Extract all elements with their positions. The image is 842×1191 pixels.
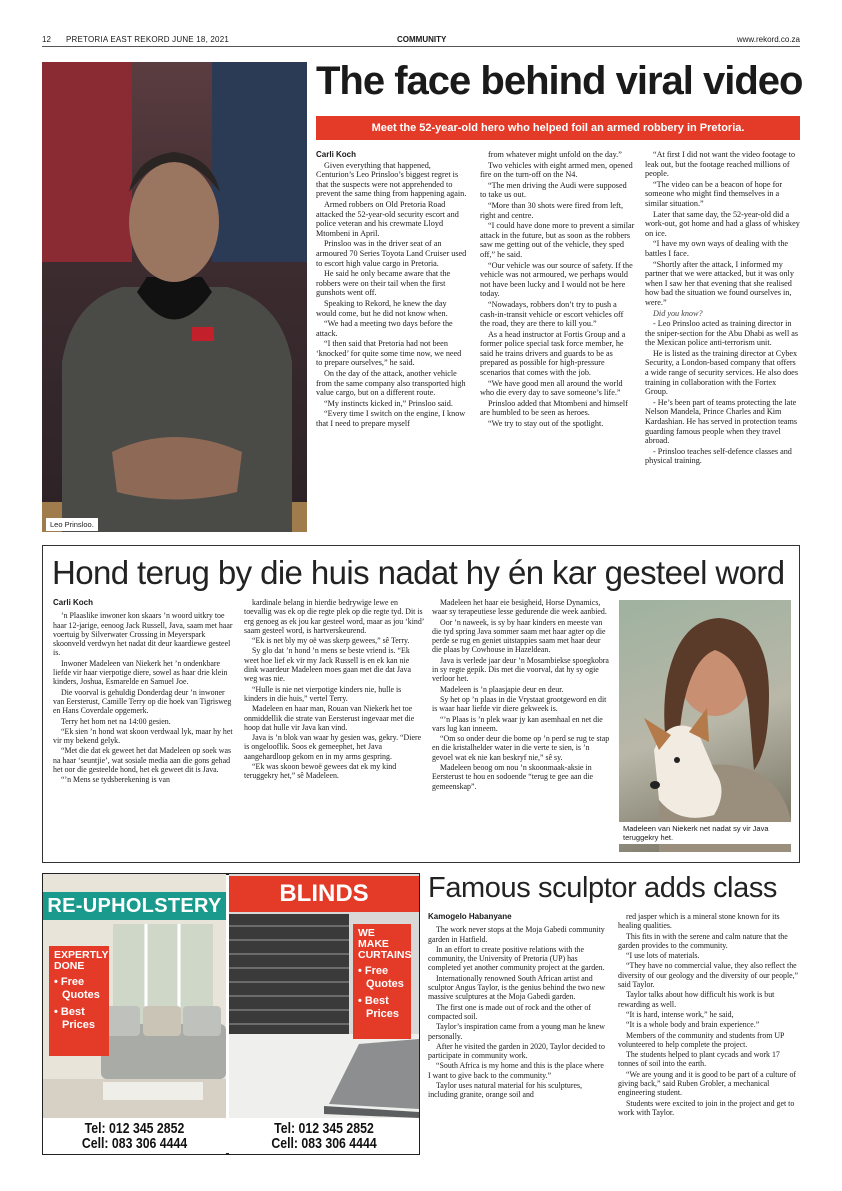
paragraph: “At first I did not want the video footage to leak out, but the footage reached millions of people.: [645, 150, 796, 179]
paragraph: “We have good men all around the world who die every day to save someone’s life.”: [480, 378, 623, 398]
paragraph: “South Africa is my home and this is the place where I want to give back to the community.”: [428, 1061, 604, 1080]
paragraph: He is listed as the training director at Cybex Security, a London-based company that offers a wide range of security services. He also does training in collaboration with the Fortex Group.: [645, 348, 799, 397]
paragraph: Madeleen beoog om nou ’n skoonmaak-aksie in Eersterust te hou en sodoende “terug te gee aan die gemeenskap”.: [432, 763, 594, 791]
paragraph: “Met die dat ek geweet het dat Madeleen op soek was na haar ‘seuntjie’, wat sosiale media aan die gons gehad het oor die gesteelde hond, het ek geweet dit is Java.: [53, 746, 232, 775]
did-you-know-subhead: Did you know?: [653, 308, 703, 318]
paragraph: “We try to stay out of the spotlight.: [488, 419, 604, 429]
section-label: COMMUNITY: [397, 35, 447, 44]
paragraph: “They have no commercial value, they also reflect the diversity of our geology and the diversity of our people,” said Taylor.: [618, 961, 799, 990]
paragraph: Two vehicles with eight armed men, opened fire on the turn-off on the N4.: [480, 160, 633, 180]
ad-offer-item: • Free Quotes: [358, 965, 404, 990]
paragraph: Speaking to Rekord, he knew the day would come, but he did not know when.: [316, 298, 448, 318]
paragraph: “We had a meeting two days before the attack.: [316, 319, 453, 338]
paragraph: As a head instructor at Fortis Group and a former police special task force member, he said he trains drivers and guards to be as prepared as possible for high-pressure scenarios that comes with the job.: [480, 329, 626, 378]
paragraph: “Every time I switch on the engine, I know that I need to prepare myself: [316, 409, 466, 429]
paragraph: “Ek sien ’n hond wat skoon verdwaal lyk, maar hy het vir my bekend gelyk.: [53, 726, 233, 746]
paragraph: He said he only became aware that the robbers were on their tail when the first gunshots went off.: [316, 269, 451, 298]
paragraph: Sy het op ’n plaas in die Vrystaat grootgeword en dit is waar haar liefde vir diere gekweek is.: [432, 694, 607, 714]
paragraph: “Om so onder deur die bome op ’n perd se rug te stap en die kristalhelder water in die verte te sien, is ’n gevoel wat ek nie kan beskryf nie,” sê sy.: [432, 734, 610, 762]
paragraph: Sy glo dat ’n hond ’n mens se beste vriend is. “Ek weet hoe lief ek vir my Jack Russell is en ek kan nie dink waardeur Madeleen moes gaan met die dat Java weg was nie.: [244, 646, 411, 684]
leo-prinsloo-photo: [42, 62, 307, 532]
paragraph: Given everything that happened, Centurion’s Leo Prinsloo’s biggest regret is that the suspects were not apprehended to prevent the same thing from happening again.: [316, 160, 467, 199]
ad-telephone[interactable]: Tel: 012 345 2852: [274, 1120, 374, 1137]
ad-telephone[interactable]: Tel: 012 345 2852: [84, 1120, 185, 1137]
paragraph: Inwoner Madeleen van Niekerk het ’n ondenkbare liefde vir haar vierpotige diere, sowel as haar drie klein kinders, Joshua, Esmarelde en Samuel Joe.: [53, 658, 228, 687]
paragraph: Java is verlede jaar deur ’n Mosambiekse spoegkobra in sy regte gepik. Dis met die voorval, dat hy sy ogie verloor het.: [432, 655, 609, 684]
article1-column-3: [645, 150, 800, 467]
ad-contact: [229, 1118, 419, 1154]
paragraph: After he visited the garden in 2020, Taylor decided to participate in community work.: [428, 1041, 605, 1061]
paragraph: “We are young and it is good to be part of a culture of giving back,” said Ruben Grobler, a mechanical engineering student.: [618, 1069, 797, 1098]
ad-offer-item: • Best Prices: [54, 1006, 96, 1031]
ad-contact: [43, 1118, 226, 1154]
paragraph: “Ek was skoon bewoë gewees dat ek my kind teruggekry het,” sê Madeleen.: [244, 762, 397, 781]
paragraph: Oor ’n naweek, is sy by haar kinders en meeste van die tyd spring Java sommer saam met haar agter op die perde se rug en geniet uitstappies saam met haar deur die plaas by Cowhouse in Hazeldean.: [432, 617, 606, 655]
paragraph: Members of the community and students from UP volunteered to help complete the project.: [618, 1030, 785, 1049]
paragraph: red jasper which is a mineral stone known for its healing qualities.: [618, 912, 780, 931]
ad-offer-box: [353, 924, 411, 1039]
upholstery-ad[interactable]: [43, 874, 226, 1154]
ad-offer-heading: EXPERTLY DONE: [54, 949, 109, 972]
paragraph: Taylor’s inspiration came from a young man he knew personally.: [428, 1022, 605, 1041]
paragraph: Madeleen is ’n plaasjapie deur en deur.: [440, 684, 564, 694]
paragraph: “Nowadays, robbers don’t try to push a cash-in-transit vehicle or escort vehicles off the road, they are there to kill you.”: [480, 299, 624, 329]
paragraph: - Prinsloo teaches self-defence classes and physical training.: [645, 446, 792, 466]
paragraph: Later that same day, the 52-year-old did a work-out, got home and had a glass of whiskey on ice.: [645, 209, 800, 238]
paragraph: Armed robbers on Old Pretoria Road attacked the 52-year-old security escort and police veteran and his crewmate Lloyd Mtombeni in April.: [316, 199, 459, 238]
article3-column-2: [618, 912, 800, 1118]
article3-headline: Famous sculptor adds class: [428, 872, 778, 904]
page-header: [42, 33, 800, 47]
byline: Kamogelo Habanyane: [428, 912, 512, 921]
paragraph: Madeleen en haar man, Rouan van Niekerk het toe onmiddellik die strate van Eersterust ingevaar met die hoop dat hulle vir Java kan vind.: [244, 704, 415, 732]
paragraph: “I then said that Pretoria had not been ‘knocked’ for quite some time now, we need to prepare ourselves,” he said.: [316, 339, 462, 368]
paragraph: Students were excited to join in the project and get to work with Taylor.: [618, 1098, 795, 1117]
paragraph: Internationally renowned South African artist and sculptor Angus Taylor, is the genius behind the two new massive sculptures at the Moja Gabedi garden.: [428, 973, 605, 1002]
byline: Carli Koch: [316, 150, 357, 159]
paragraph: The work never stops at the Moja Gabedi community garden in Hatfield.: [428, 925, 605, 944]
article-deck: Meet the 52-year-old hero who helped foil an armed robbery in Pretoria.: [316, 116, 800, 140]
paragraph: from whatever might unfold on the day.”: [488, 150, 622, 159]
paragraph: On the day of the attack, another vehicle from the same company also transported high value cargo, but on a different route.: [316, 369, 466, 398]
paragraph: “I have my own ways of dealing with the battles I face.: [645, 239, 789, 258]
paragraph: Terry het hom net na 14:00 gesien.: [61, 716, 171, 726]
paragraph: Taylor talks about how difficult his work is but rewarding as well.: [618, 990, 775, 1009]
paragraph: “Our vehicle was our source of safety. If the vehicle was not armoured, we perhaps would not have been lucky and I would not be here today.: [480, 260, 633, 299]
byline: Carli Koch: [53, 598, 94, 607]
paragraph: “The video can be a beacon of hope for someone who might find themselves in a similar situation.”: [645, 179, 783, 208]
paragraph: In an effort to create positive relations with the community, the University of Pretoria (UP) has completed yet another community project at the garden.: [428, 944, 605, 973]
paragraph: This fits in with the serene and calm nature that the garden provides to the community.: [618, 931, 788, 950]
ad-cellphone[interactable]: Cell: 083 306 4444: [271, 1135, 377, 1152]
madeleen-and-java-photo: [619, 600, 791, 852]
paragraph: The students helped to plant cycads and work 17 tonnes of soil into the earth.: [618, 1050, 780, 1069]
website-link[interactable]: www.rekord.co.za: [736, 35, 800, 44]
article2-column-2: [244, 598, 424, 782]
article1-column-1: [316, 150, 469, 430]
paragraph: “My instincts kicked in,” Prinsloo said.: [324, 398, 453, 408]
paragraph: Die voorval is gehuldig Donderdag deur ’n inwoner van Eersterust, Camille Terry op die hoek van Tigrisweg en Hans Coverdale opgemerk.: [53, 687, 232, 716]
article2-headline: Hond terug by die huis nadat hy én kar gesteel word: [52, 554, 785, 591]
article-headline: The face behind viral video: [316, 59, 803, 103]
ad-banner: RE-UPHOLSTERY: [43, 892, 226, 920]
paragraph: kardinale belang in hierdie bedrywige lewe en toevallig was ek op die regte plek op die regte tyd. Dit is erg genoeg as ek jou kar gesteel word, maar as jou ‘kind’ saam gesteel word, is hartverskeurend.: [244, 598, 424, 635]
ad-offer-item: • Free Quotes: [54, 976, 100, 1001]
paragraph: “The men driving the Audi were supposed to take us out.: [480, 180, 627, 200]
article2-column-3: [432, 598, 612, 792]
ad-offer-heading: WE MAKE CURTAINS: [358, 927, 412, 961]
paragraph: “Ek is net bly my oë was skerp gewees,” sê Terry.: [252, 636, 410, 646]
paragraph: “Shortly after the attack, I informed my partner that we were attacked, but it was only when I saw her that evening that she realised how bad the situation we found ourselves in, were.”: [645, 259, 794, 307]
ad-offer-box: [49, 946, 109, 1056]
page-number: 12: [42, 35, 51, 44]
paragraph: “’n Mens se tydsberekening is van: [61, 775, 170, 785]
paragraph: ’n Plaaslike inwoner kon skaars ’n woord uitkry toe haar 12-jarige, eenoog Jack Russell, Java, saam met haar voertuig by Silverwater Crossing in Meyerspark skoonveld verdwyn het nadat dit deur kaardiewe gesteel is.: [53, 611, 233, 658]
ad-banner: BLINDS: [229, 876, 419, 912]
paragraph: - He’s been part of teams protecting the late Nelson Mandela, Prince Charles and Kim Kardashian. He has served in protection teams guarding famous people when they travel abroad.: [645, 397, 798, 446]
header-rule: [42, 46, 800, 47]
photo-caption: Madeleen van Niekerk net nadat sy vir Java teruggekry het.: [619, 822, 791, 844]
paragraph: “It is a whole body and brain experience.”: [626, 1020, 760, 1030]
ad-offer-item: • Best Prices: [358, 995, 400, 1020]
paragraph: - Leo Prinsloo acted as training director in the sniper-section for the Abu Dhabi as well as the Mexican police anti-terrorism unit.: [645, 319, 799, 348]
paragraph: Java is ’n blok van waar hy gesien was, gekry. “Diere is ongelooflik. Soos ek gemeephet, het Java aangehardloop gekom en in my arms gespring.: [244, 733, 422, 761]
paragraph: “It is hard, intense work,” he said,: [626, 1009, 734, 1019]
paragraph: Madeleen het haar eie besigheid, Horse Dynamics, waar sy terapeutiese lesse gedurende die week aanbied.: [432, 598, 607, 617]
photo-caption: Leo Prinsloo.: [46, 518, 98, 531]
paragraph: “’n Plaas is ’n plek waar jy kan asemhaal en net die vars lug kan inneem.: [432, 714, 603, 733]
paragraph: “Hulle is nie net vierpotige kinders nie, hulle is kinders in die huis,” vertel Terry.: [244, 684, 402, 703]
ad-cellphone[interactable]: Cell: 083 306 4444: [81, 1135, 188, 1152]
paragraph: Prinsloo was in the driver seat of an armoured 70 Series Toyota Land Cruiser used to escort high value cargo in Pretoria.: [316, 239, 467, 268]
paragraph: The first one is made out of rock and the other of compacted soil.: [428, 1002, 591, 1021]
publication-line: PRETORIA EAST REKORD JUNE 18, 2021: [66, 35, 230, 44]
paragraph: Prinsloo added that Mtombeni and himself are humbled to be seen as heroes.: [480, 398, 628, 418]
blinds-ad[interactable]: [229, 874, 419, 1154]
article1-column-2: [480, 150, 635, 430]
article3-column-1: [428, 912, 608, 1101]
article2-column-1: [53, 598, 233, 786]
paragraph: Taylor uses natural material for his sculptures, including granite, orange soil and: [428, 1081, 583, 1100]
paragraph: “More than 30 shots were fired from left, right and centre.: [480, 200, 624, 220]
paragraph: “I use lots of materials.: [626, 951, 700, 961]
paragraph: “I could have done more to prevent a similar attack in the future, but as soon as the robbers saw me getting out of the vehicle, they sped off,” he said.: [480, 221, 635, 259]
